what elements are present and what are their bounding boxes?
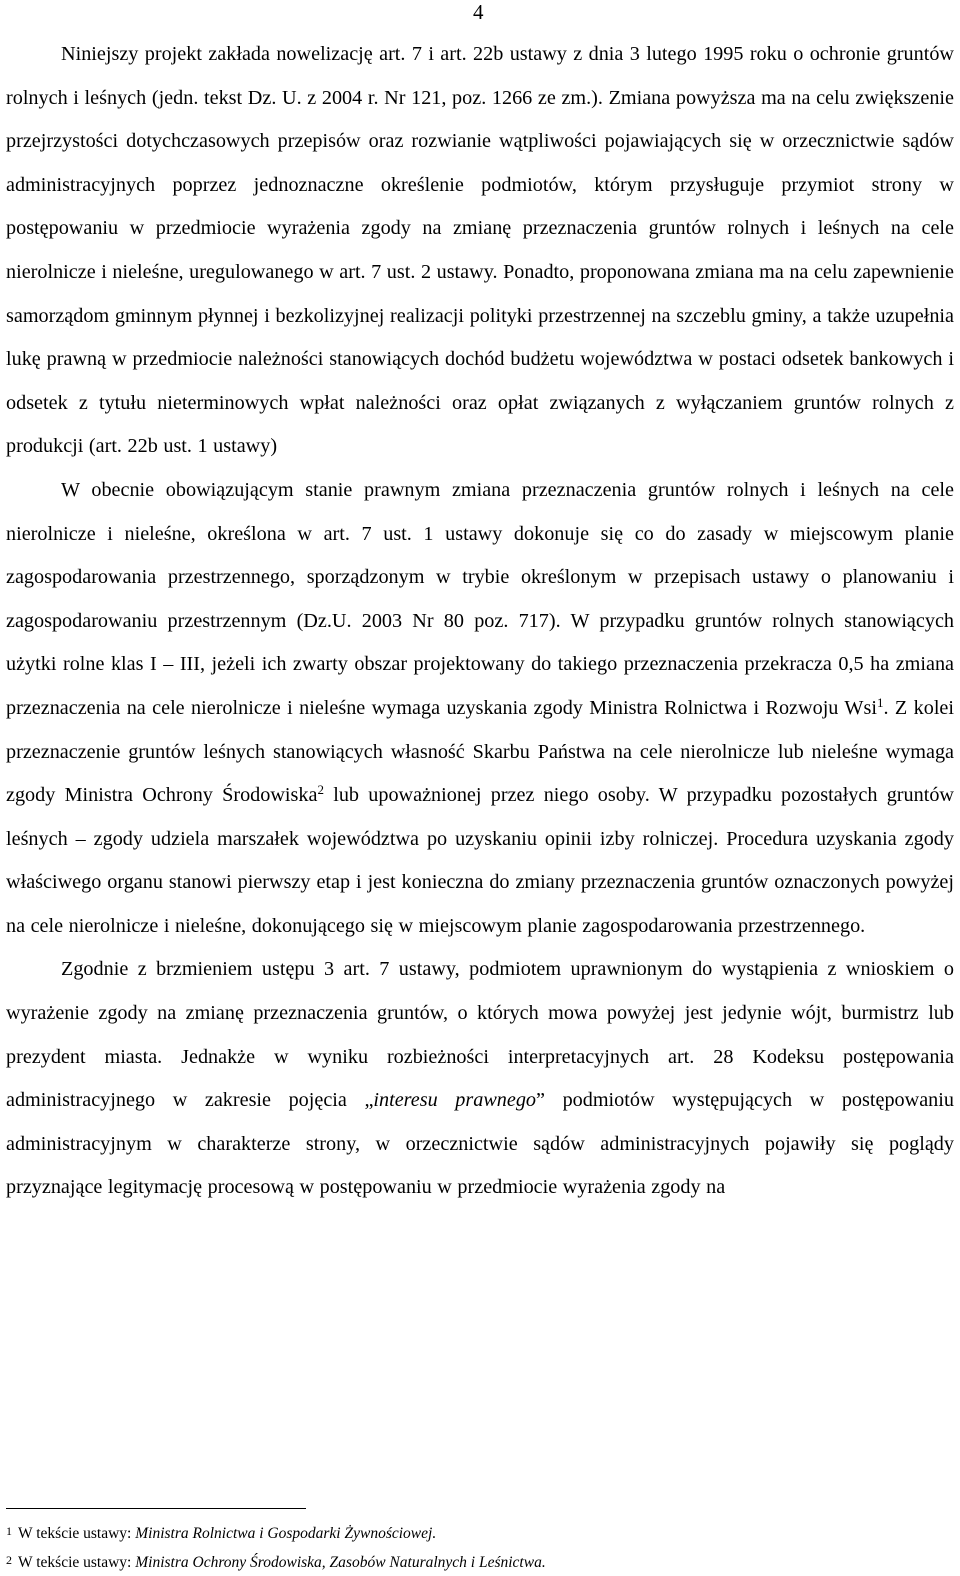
footnote-italic-text: Ministra Rolnictwa i Gospodarki Żywnościowej. (135, 1525, 437, 1542)
footnote-prefix: W tekście ustawy: (18, 1525, 136, 1542)
footnote-prefix: W tekście ustawy: (18, 1554, 136, 1571)
document-body (6, 33, 954, 1210)
footnotes (6, 1518, 954, 1576)
paragraph-article-7-part-1: Zgodnie z brzmieniem ustępu 3 art. 7 ustawy, podmiotem uprawnionym do wystąpienia z wnioskiem o wyrażenie zgody na zmianę przeznaczenia gruntów, o których mowa powyżej jest jedynie wójt, burmistrz lub prezydent miasta. Jednakże w wyniku rozbieżności interpretacyjnych art. 28 Kodeksu postępowania administracyjnego w zakresie pojęcia „ (6, 958, 954, 1112)
paragraph-current-law (6, 469, 954, 949)
paragraph-article-7-part-2: ” podmiotów występujących w postępowaniu administracyjnym w charakterze strony, w orzecznictwie sądów administracyjnych pojawiły się poglądy przyznające legitymację procesową w postępowaniu w przedmiocie wyrażenia zgody na (6, 1089, 954, 1199)
page-number: 4 (473, 0, 484, 24)
footnote-2 (6, 1547, 954, 1576)
paragraph-current-law-part-2: . Z kolei przeznaczenie gruntów leśnych stanowiących własność Skarbu Państwa na cele nierolnicze lub nieleśne wymaga zgody Ministra Ochrony Środowiska (6, 696, 954, 807)
footnote-1 (6, 1518, 954, 1547)
footnote-separator (6, 1508, 306, 1509)
footnote-number: 1 (6, 1524, 12, 1538)
footnote-italic-text: Ministra Ochrony Środowiska, Zasobów Naturalnych i Leśnictwa. (135, 1554, 546, 1571)
footnote-reference-1: 1 (876, 694, 884, 710)
paragraph-article-7 (6, 948, 954, 1210)
italic-term: interesu prawnego (373, 1089, 537, 1112)
footnote-reference-2: 2 (317, 782, 324, 798)
paragraph-current-law-part-1: W obecnie obowiązującym stanie prawnym zmiana przeznaczenia gruntów rolnych i leśnych na cele nierolnicze i nieleśne, określona w art. 7 ust. 1 ustawy dokonuje się co do zasady w miejscowym planie zagospodarowania przestrzennego, sporządzonym w trybie określonym w przepisach ustawy o planowaniu i zagospodarowaniu przestrzennym (Dz.U. 2003 Nr 80 poz. 717). W przypadku gruntów rolnych stanowiących użytki rolne klas I – III, jeżeli ich zwarty obszar projektowany do takiego przeznaczenia przekracza 0,5 ha zmiana przeznaczenia na cele nierolnicze i nieleśne wymaga uzyskania zgody Ministra Rolnictwa i Rozwoju Wsi (6, 478, 954, 719)
paragraph-current-law-part-3: lub upoważnionej przez niego osoby. W przypadku pozostałych gruntów leśnych – zgody udziela marszałek województwa po uzyskaniu opinii izby rolniczej. Procedura uzyskania zgody właściwego organu stanowi pierwszy etap i jest konieczna do zmiany przeznaczenia gruntów oznaczonych powyżej na cele nierolnicze i nieleśne, dokonującego się w miejscowym planie zagospodarowania przestrzennego. (6, 784, 954, 937)
paragraph-intro: Niniejszy projekt zakłada nowelizację art. 7 i art. 22b ustawy z dnia 3 lutego 1995 roku o ochronie gruntów rolnych i leśnych (jedn. tekst Dz. U. z 2004 r. Nr 121, poz. 1266 ze zm.). Zmiana powyższa ma na celu zwiększenie przejrzystości dotychczasowych przepisów oraz rozwianie wątpliwości pojawiających się w orzecznictwie sądów administracyjnych poprzez jednoznaczne określenie podmiotów, którym przysługuje przymiot strony w postępowaniu w przedmiocie wyrażenia zgody na zmianę przeznaczenia gruntów rolnych i leśnych na cele nierolnicze i nieleśne, uregulowanego w art. 7 ust. 2 ustawy. Ponadto, proponowana zmiana ma na celu zapewnienie samorządom gminnym płynnej i bezkolizyjnej realizacji polityki przestrzennej na szczeblu gminy, a także uzupełnia lukę prawną w przedmiocie należności stanowiących dochód budżetu województwa w postaci odsetek bankowych i odsetek z tytułu nieterminowych wpłat należności oraz opłat związanych z wyłączaniem gruntów rolnych z produkcji (art. 22b ust. 1 ustawy) (6, 43, 954, 458)
footnote-number: 2 (6, 1553, 12, 1567)
